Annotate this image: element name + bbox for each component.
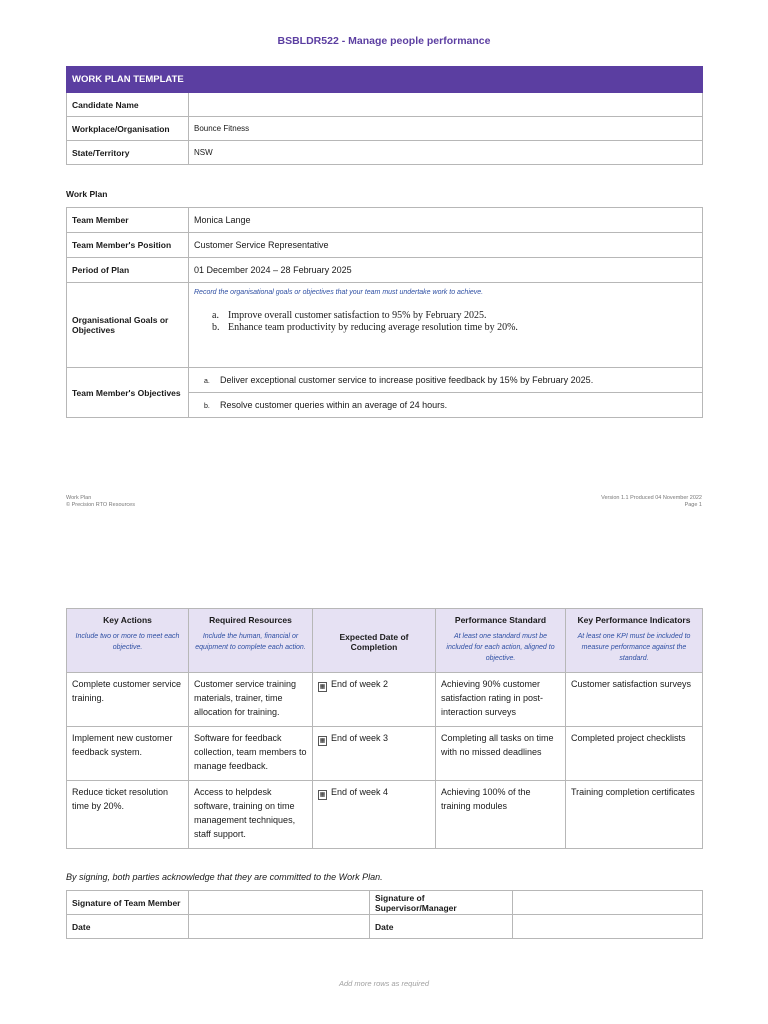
resources-cell[interactable]: Customer service training materials, trainer, time allocation for training. (189, 673, 313, 727)
objective-a-field[interactable] (189, 368, 703, 393)
standard-cell[interactable]: Achieving 90% customer satisfaction rating in post-interaction surveys (436, 673, 566, 727)
resources-cell[interactable]: Software for feedback collection, team members to manage feedback. (189, 727, 313, 781)
key-actions-table (66, 608, 703, 849)
position-field[interactable]: Customer Service Representative (189, 233, 703, 258)
objective-text: Resolve customer queries within an average of 24 hours. (220, 400, 448, 410)
table-row (67, 781, 703, 849)
candidate-name-field[interactable] (189, 93, 703, 117)
date-cell[interactable] (313, 727, 436, 781)
date-title: Expected Date of Completion (339, 631, 409, 652)
objectives-label: Team Member's Objectives (67, 368, 189, 418)
goals-list (194, 310, 697, 334)
table-row (67, 673, 703, 727)
footer-copyright: © Precision RTO Resources (66, 502, 135, 508)
kpi-header (566, 609, 703, 673)
kpi-hint: At least one KPI must be included to measure performance against the standard. (577, 633, 691, 662)
goal-marker: a. (212, 310, 219, 321)
work-plan-heading: Work Plan (66, 189, 108, 199)
action-cell[interactable]: Reduce ticket resolution time by 20%. (67, 781, 189, 849)
kpi-title: Key Performance Indicators (577, 615, 691, 625)
member-signature-label: Signature of Team Member (67, 891, 189, 915)
member-date-label: Date (67, 915, 189, 939)
footer-page-number: Page 1 (684, 502, 702, 508)
goal-marker: b. (212, 322, 220, 333)
supervisor-signature-field[interactable] (513, 891, 703, 915)
add-rows-note: Add more rows as required (338, 979, 430, 988)
standard-title: Performance Standard (454, 615, 547, 625)
standard-cell[interactable]: Achieving 100% of the training modules (436, 781, 566, 849)
member-signature-field[interactable] (189, 891, 370, 915)
kpi-cell[interactable]: Customer satisfaction surveys (566, 673, 703, 727)
standard-cell[interactable]: Completing all tasks on time with no missed deadlines (436, 727, 566, 781)
resources-title: Required Resources (209, 615, 292, 625)
calendar-icon[interactable]: ▦ (319, 684, 326, 690)
calendar-icon[interactable]: ▦ (319, 738, 326, 744)
work-plan-template-table (66, 66, 703, 165)
team-member-field[interactable]: Monica Lange (189, 208, 703, 233)
action-cell[interactable]: Complete customer service training. (67, 673, 189, 727)
footer-right (601, 495, 702, 509)
key-actions-title: Key Actions (103, 615, 152, 625)
workplace-field[interactable]: Bounce Fitness (189, 117, 703, 141)
key-actions-hint: Include two or more to meet each objective. (75, 633, 180, 651)
goals-field[interactable] (189, 283, 703, 368)
goals-label: Organisational Goals or Objectives (67, 283, 189, 368)
objective-marker: a. (204, 378, 210, 385)
objective-text: Deliver exceptional customer service to increase positive feedback by 15% by February 2025. (220, 375, 594, 385)
work-plan-table (66, 207, 703, 418)
supervisor-signature-label: Signature of Supervisor/Manager (370, 891, 513, 915)
state-field[interactable]: NSW (189, 141, 703, 165)
candidate-name-label: Candidate Name (67, 93, 189, 117)
standard-hint: At least one standard must be included for each action, aligned to objective. (446, 633, 555, 662)
key-actions-header (67, 609, 189, 673)
kpi-cell[interactable]: Completed project checklists (566, 727, 703, 781)
objective-marker: b. (204, 403, 210, 410)
member-date-field[interactable] (189, 915, 370, 939)
workplace-label: Workplace/Organisation (67, 117, 189, 141)
resources-hint: Include the human, financial or equipment to complete each action. (195, 633, 306, 651)
signature-table (66, 890, 703, 939)
goal-item (212, 322, 697, 334)
table-row (67, 727, 703, 781)
resources-header (189, 609, 313, 673)
goals-hint: Record the organisational goals or objectives that your team must undertake work to achieve. (194, 289, 484, 296)
footer-doc-name: Work Plan (66, 495, 92, 501)
date-text: End of week 4 (331, 787, 389, 797)
date-cell[interactable] (313, 781, 436, 849)
footer-left (66, 495, 135, 509)
standard-header (436, 609, 566, 673)
footer-version: Version 1.1 Produced 04 November 2022 (601, 495, 702, 501)
goal-item (212, 310, 697, 322)
date-header (313, 609, 436, 673)
resources-cell[interactable]: Access to helpdesk software, training on time management techniques, staff support. (189, 781, 313, 849)
action-cell[interactable]: Implement new customer feedback system. (67, 727, 189, 781)
period-label: Period of Plan (67, 258, 189, 283)
document-title: BSBLDR522 - Manage people performance (277, 35, 491, 47)
goal-text: Enhance team productivity by reducing average resolution time by 20%. (228, 322, 518, 333)
date-text: End of week 2 (331, 679, 389, 689)
state-label: State/Territory (67, 141, 189, 165)
kpi-cell[interactable]: Training completion certificates (566, 781, 703, 849)
goal-text: Improve overall customer satisfaction to 95% by February 2025. (228, 310, 487, 321)
supervisor-date-field[interactable] (513, 915, 703, 939)
position-label: Team Member's Position (67, 233, 189, 258)
objective-b-field[interactable] (189, 393, 703, 418)
signing-note: By signing, both parties acknowledge that they are committed to the Work Plan. (66, 872, 383, 882)
team-member-label: Team Member (67, 208, 189, 233)
template-header: WORK PLAN TEMPLATE (67, 67, 703, 93)
supervisor-date-label: Date (370, 915, 513, 939)
date-cell[interactable] (313, 673, 436, 727)
period-field[interactable]: 01 December 2024 – 28 February 2025 (189, 258, 703, 283)
date-text: End of week 3 (331, 733, 389, 743)
calendar-icon[interactable]: ▦ (319, 792, 326, 798)
